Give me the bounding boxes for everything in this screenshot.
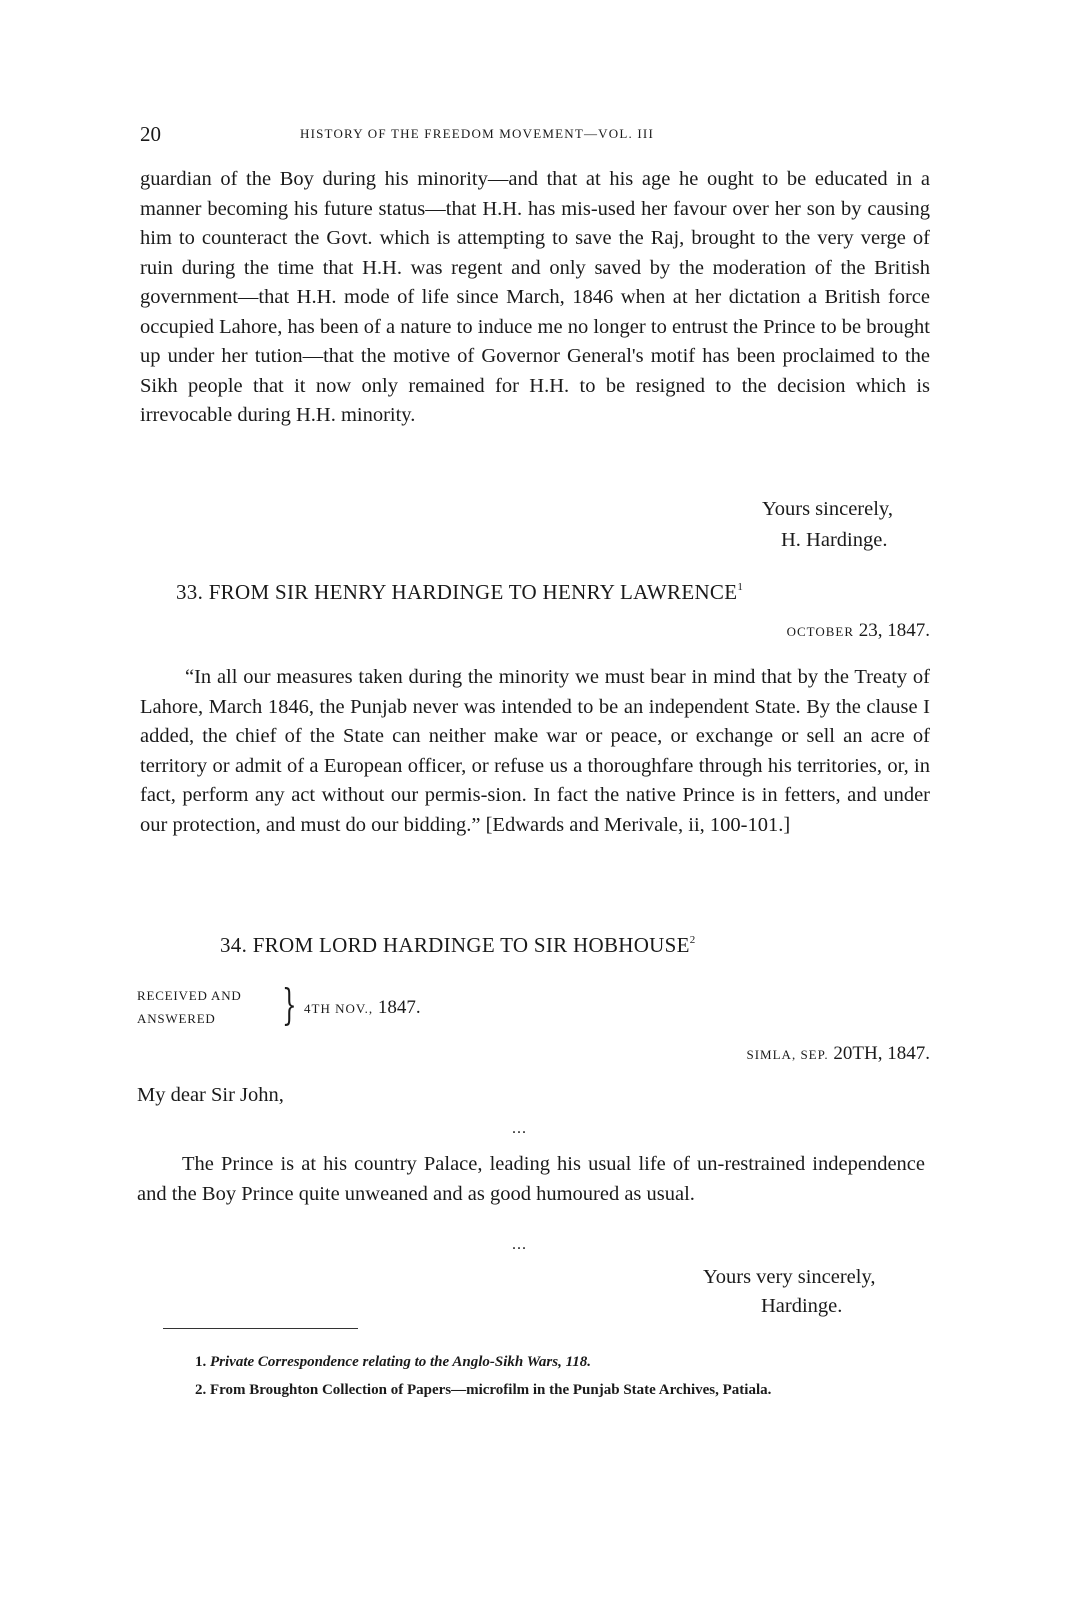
received-answered-note <box>137 980 537 1033</box>
place-date-day: 20TH, <box>833 1043 883 1064</box>
received-date-year: 1847. <box>377 997 421 1018</box>
section-33-date-month: OCTOBER <box>786 624 854 639</box>
place-date <box>747 1043 931 1065</box>
running-head <box>140 122 930 150</box>
section-33-heading-text: 33. FROM SIR HENRY HARDINGE TO HENRY LAWRENCE <box>176 580 738 604</box>
section-33-date-rest: 23, 1847. <box>858 620 930 641</box>
footnote-1 <box>130 1350 927 1374</box>
signoff-closing-2: Yours very sincerely, <box>703 1266 876 1288</box>
footnote-2-number: 2. <box>195 1382 207 1398</box>
footnote-rule <box>163 1328 358 1329</box>
received-date <box>304 997 421 1019</box>
signoff-closing-1: Yours sincerely, <box>762 498 893 520</box>
ellipsis-2: ... <box>512 1236 527 1253</box>
footnote-1-number: 1. <box>195 1354 207 1370</box>
footnote-2-text: From Broughton Collection of Papers—microfilm in the Punjab State Archives, Patiala. <box>210 1382 772 1398</box>
signoff-name-1: H. Hardinge. <box>781 529 888 551</box>
place-date-year: 1847. <box>887 1043 930 1064</box>
signoff-name-2: Hardinge. <box>761 1295 843 1317</box>
section-34-body: The Prince is at his country Palace, leading his usual life of un-restrained independence and the Boy Prince quite unweaned and as good humoured as usual. <box>137 1153 925 1205</box>
section-33-body: “In all our measures taken during the minority we must bear in mind that by the Treaty of Lahore, March 1846, the Punjab never was intended to be an independent State. By the clause I added, the chief of the State can neither make war or peace, or exchange or sell an acre of territory or admit of a European officer, or refuse us a thoroughfare through his territories, or, in fact, perform any act without our permis-sion. In fact the native Prince is in fetters, and under our protection, and must do our bidding.” [Edwards and Merivale, ii, 100-101.] <box>140 666 930 836</box>
ellipsis-1: ... <box>512 1120 527 1137</box>
received-label: RECEIVED AND <box>137 988 242 1003</box>
continuation-paragraph: guardian of the Boy during his minority—and that at his age he ought to be educated in a manner becoming his future status—that H.H. has mis-used her favour over her son by causing him to counteract the Govt. which is attempting to save the Raj, brought to the very verge of ruin during the time that H.H. was regent and only saved by the moderation of the British government—that H.H. mode of life since March, 1846 when at her dictation a British force occupied Lahore, has been of a nature to induce me no longer to entrust the Prince to be brought up under her tution—that the motive of Governor General's motif has been proclaimed to the Sikh people that it now only remained for H.H. to be resigned to the decision which is irrevocable during H.H. minority. <box>140 168 930 426</box>
footnote-mark-2: 2 <box>689 934 696 946</box>
answered-label: ANSWERED <box>137 1011 216 1026</box>
section-33-date <box>787 620 930 642</box>
section-34-heading <box>220 933 696 958</box>
footnote-mark-1: 1 <box>737 581 744 593</box>
section-34-heading-text: 34. FROM LORD HARDINGE TO SIR HOBHOUSE <box>220 933 690 957</box>
footnote-2 <box>130 1378 927 1402</box>
footnote-1-text: Private Correspondence relating to the Anglo-Sikh Wars, 118. <box>210 1354 592 1370</box>
section-33-heading <box>176 580 743 605</box>
place-date-place: SIMLA, SEP. <box>746 1047 829 1062</box>
brace-icon: } <box>282 980 297 1029</box>
running-head-title: HISTORY OF THE FREEDOM MOVEMENT—VOL. III <box>300 126 654 141</box>
received-date-day: 4TH NOV., <box>304 1001 374 1016</box>
salutation: My dear Sir John, <box>137 1084 284 1106</box>
page-number: 20 <box>140 122 161 146</box>
